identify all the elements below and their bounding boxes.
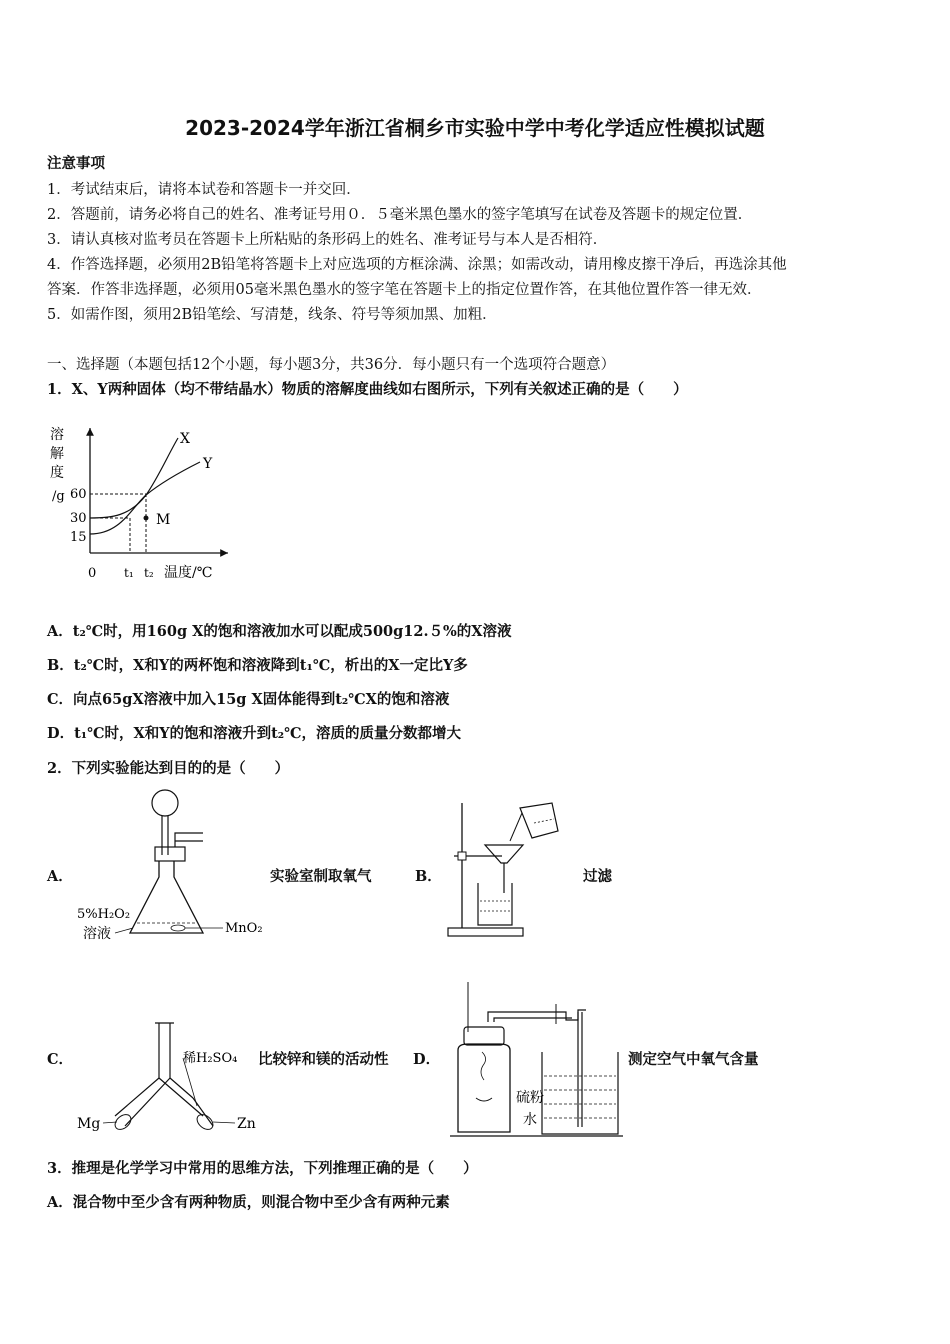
solution-label: 溶液: [83, 926, 111, 942]
q1-option-c: C．向点65gX溶液中加入15g X固体能得到t₂℃X的饱和溶液: [47, 691, 450, 708]
question-3-stem: 3．推理是化学学习中常用的思维方法，下列推理正确的是（ ）: [47, 1160, 478, 1177]
curve-y-label: Y: [203, 456, 213, 472]
question-2-stem: 2．下列实验能达到目的的是（ ）: [47, 760, 290, 777]
filtration-apparatus: [440, 793, 580, 943]
ytick-30: 30: [70, 511, 87, 526]
origin-label: 0: [88, 566, 97, 581]
q2-option-d-letter: D．: [413, 1051, 441, 1068]
sulfur-label: 硫粉: [516, 1090, 544, 1106]
q1-option-a: A．t₂℃时，用160g X的饱和溶液加水可以配成500g12.５%的X溶液: [47, 623, 512, 640]
xlabel: 温度/℃: [164, 565, 213, 581]
oxygen-content-apparatus: [448, 972, 628, 1144]
mno2-label: MnO₂: [225, 921, 263, 936]
ytick-15: 15: [70, 530, 87, 545]
solubility-graph: [40, 420, 240, 590]
notice-item-3: 3．请认真核对监考员在答题卡上所粘贴的条形码上的姓名、准考证号与本人是否相符．: [47, 232, 608, 248]
notice-heading: 注意事项: [47, 155, 105, 172]
ylabel-3: 度: [50, 465, 64, 481]
q1-option-b: B．t₂℃时，X和Y的两杯饱和溶液降到t₁℃，析出的X一定比Y多: [47, 657, 468, 674]
h2o2-label: 5%H₂O₂: [77, 907, 131, 922]
q3-option-a: A．混合物中至少含有两种物质，则混合物中至少含有两种元素: [47, 1194, 450, 1211]
metal-activity-apparatus: [75, 1018, 260, 1140]
section-heading: 一、选择题（本题包括12个小题，每小题3分，共36分．每小题只有一个选项符合题意）: [47, 357, 616, 373]
q1-option-d: D．t₁℃时，X和Y的饱和溶液升到t₂℃，溶质的质量分数都增大: [47, 725, 462, 742]
zn-label: Zn: [237, 1116, 256, 1132]
q2-option-a-letter: A．: [47, 868, 73, 885]
point-m-label: M: [156, 512, 171, 528]
page-title: 2023-2024学年浙江省桐乡市实验中学中考化学适应性模拟试题: [185, 116, 765, 140]
notice-item-4: 4．作答选择题，必须用2B铅笔将答题卡上对应选项的方框涂满、涂黑；如需改动，请用橡皮擦干净后，再选涂其他: [47, 257, 787, 273]
t2-label: t₂: [144, 566, 154, 580]
q2-option-d-caption: 测定空气中氧气含量: [628, 1051, 759, 1068]
notice-item-4-cont: 答案．作答非选择题，必须用05毫米黑色墨水的签字笔在答题卡上的指定位置作答，在其他位置作答一律无效．: [47, 282, 762, 298]
acid-label: 稀H₂SO₄: [183, 1051, 238, 1066]
water-label: 水: [523, 1112, 537, 1128]
q2-option-c-letter: C．: [47, 1051, 74, 1068]
mg-label: Mg: [77, 1116, 101, 1132]
t1-label: t₁: [124, 566, 134, 580]
q2-option-b-letter: B．: [415, 868, 442, 885]
ylabel-1: 溶: [50, 427, 64, 443]
ytick-60: 60: [70, 487, 87, 502]
q2-option-c-caption: 比较锌和镁的活动性: [258, 1051, 389, 1068]
ylabel-2: 解: [50, 446, 64, 462]
notice-item-5: 5．如需作图，须用2B铅笔绘、写清楚，线条、符号等须加黑、加粗．: [47, 307, 497, 323]
question-1-stem: 1．X、Y两种固体（均不带结晶水）物质的溶解度曲线如右图所示，下列有关叙述正确的是（ ）: [47, 381, 688, 398]
curve-x: [90, 438, 178, 518]
q2-option-a-caption: 实验室制取氧气: [270, 868, 372, 885]
ylabel-4: /g: [52, 489, 65, 504]
curve-y: [90, 462, 200, 534]
q2-option-b-caption: 过滤: [583, 868, 612, 885]
oxygen-apparatus: [75, 785, 275, 950]
curve-x-label: X: [180, 431, 190, 447]
notice-item-1: 1．考试结束后，请将本试卷和答题卡一并交回．: [47, 182, 361, 198]
point-m: [144, 516, 149, 521]
notice-item-2: 2．答题前，请务必将自己的姓名、准考证号用０．５毫米黑色墨水的签字笔填写在试卷及答题卡的规定位置．: [47, 207, 753, 223]
